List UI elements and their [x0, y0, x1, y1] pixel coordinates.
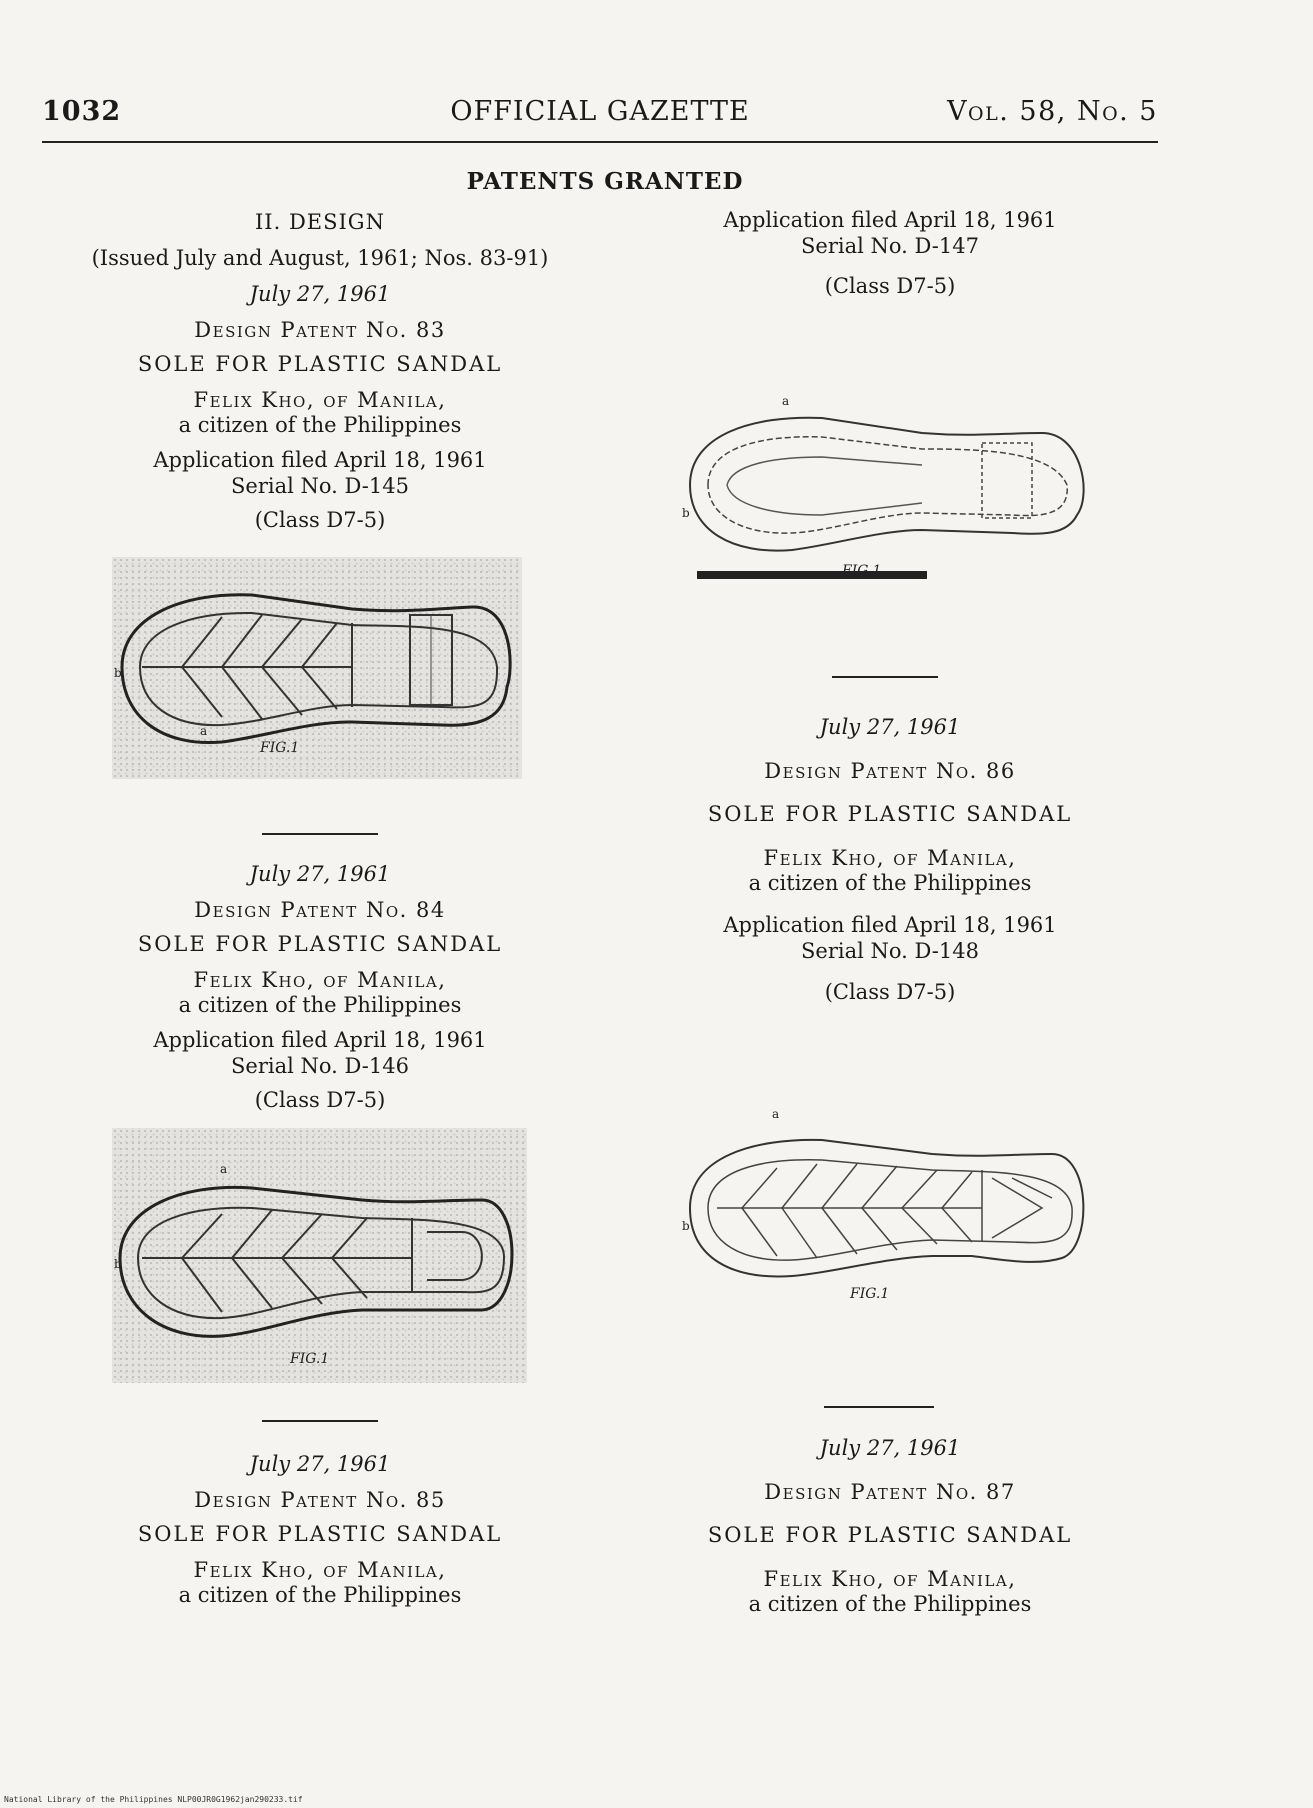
class: (Class D7-5): [824, 980, 956, 1005]
inventor: Felix Kho, of Manila,: [763, 845, 1017, 870]
section-mark-a: a: [220, 1162, 228, 1176]
serial-number: Serial No. D-145: [231, 473, 409, 498]
patent-title: SOLE FOR PLASTIC SANDAL: [137, 352, 503, 377]
issued-note: (Issued July and August, 1961; Nos. 83-91): [91, 245, 549, 270]
patent-number: Design Patent No. 87: [764, 1479, 1016, 1504]
section-mark-a: a: [200, 724, 208, 738]
entry-date: July 27, 1961: [249, 1452, 391, 1476]
filing-date: Application filed April 18, 1961: [153, 1028, 487, 1053]
section-mark-b: b: [682, 1219, 690, 1233]
patent-title: SOLE FOR PLASTIC SANDAL: [707, 802, 1073, 827]
patent-entry-85-continued: [650, 208, 1130, 300]
section-mark-a: a: [782, 394, 790, 408]
entry-divider: [832, 676, 938, 678]
figure-sole-86: [682, 1098, 1094, 1318]
section-title: PATENTS GRANTED: [466, 168, 744, 195]
filing-date: Application filed April 18, 1961: [723, 913, 1057, 938]
entry-divider: [262, 833, 378, 835]
fig-label: FIG.1: [290, 1351, 330, 1367]
patent-number: Design Patent No. 86: [764, 758, 1016, 783]
figure-sole-85: [682, 385, 1094, 595]
section-mark-b: b: [114, 666, 122, 680]
patent-entry-86: [650, 715, 1130, 1006]
patent-title: SOLE FOR PLASTIC SANDAL: [707, 1523, 1073, 1548]
section-mark-b: b: [114, 1257, 122, 1271]
citizenship: a citizen of the Philippines: [178, 1583, 462, 1608]
serial-number: Serial No. D-146: [231, 1053, 409, 1078]
patent-entry-85: [80, 1452, 560, 1609]
patent-number: Design Patent No. 83: [194, 317, 446, 342]
figure-sole-84: [112, 1128, 527, 1383]
entry-divider: [824, 1406, 934, 1408]
citizenship: a citizen of the Philippines: [178, 413, 462, 438]
entry-date: July 27, 1961: [249, 862, 391, 886]
patent-title: SOLE FOR PLASTIC SANDAL: [137, 1522, 503, 1547]
inventor: Felix Kho, of Manila,: [193, 967, 447, 992]
filing-date: Application filed April 18, 1961: [723, 208, 1057, 232]
class: (Class D7-5): [824, 274, 956, 299]
filing-date: Application filed April 18, 1961: [153, 448, 487, 473]
page-number: 1032: [42, 96, 122, 127]
entry-date: July 27, 1961: [819, 715, 961, 739]
sole-drawing-85: [682, 385, 1094, 595]
sole-drawing-84: [112, 1128, 527, 1383]
patent-number: Design Patent No. 84: [194, 897, 446, 922]
patent-number: Design Patent No. 85: [194, 1487, 446, 1512]
patent-entry-87: [650, 1436, 1130, 1618]
section-mark-b: b: [682, 506, 690, 520]
journal-title: OFFICIAL GAZETTE: [450, 96, 750, 127]
inventor: Felix Kho, of Manila,: [763, 1566, 1017, 1591]
entry-divider: [262, 1420, 378, 1422]
serial-number: Serial No. D-147: [801, 233, 979, 258]
citizenship: a citizen of the Philippines: [748, 871, 1032, 896]
left-column: [80, 210, 560, 271]
citizenship: a citizen of the Philippines: [748, 1592, 1032, 1617]
figure-sole-83: [112, 557, 522, 779]
sole-drawing-86: [682, 1098, 1094, 1318]
class: (Class D7-5): [254, 1088, 386, 1113]
sole-drawing-83: [112, 557, 522, 779]
section-subtitle: II. DESIGN: [255, 210, 385, 234]
entry-date: July 27, 1961: [819, 1436, 961, 1460]
patent-entry-84: [80, 862, 560, 1114]
serial-number: Serial No. D-148: [801, 938, 979, 963]
fig-label: FIG.1: [850, 1286, 890, 1302]
volume-number: Vol. 58, No. 5: [947, 96, 1158, 127]
fig-label: FIG.1: [260, 740, 300, 756]
section-mark-a: a: [772, 1107, 780, 1121]
class: (Class D7-5): [254, 508, 386, 533]
citizenship: a citizen of the Philippines: [178, 993, 462, 1018]
scan-footer: National Library of the Philippines NLP00JR0G1962jan290233.tif: [4, 1795, 303, 1804]
inventor: Felix Kho, of Manila,: [193, 387, 447, 412]
entry-date: July 27, 1961: [249, 282, 391, 306]
fig-label: FIG.1: [842, 563, 882, 579]
patent-entry-83: [80, 282, 560, 534]
patent-title: SOLE FOR PLASTIC SANDAL: [137, 932, 503, 957]
header-rule: [42, 141, 1158, 143]
inventor: Felix Kho, of Manila,: [193, 1557, 447, 1582]
